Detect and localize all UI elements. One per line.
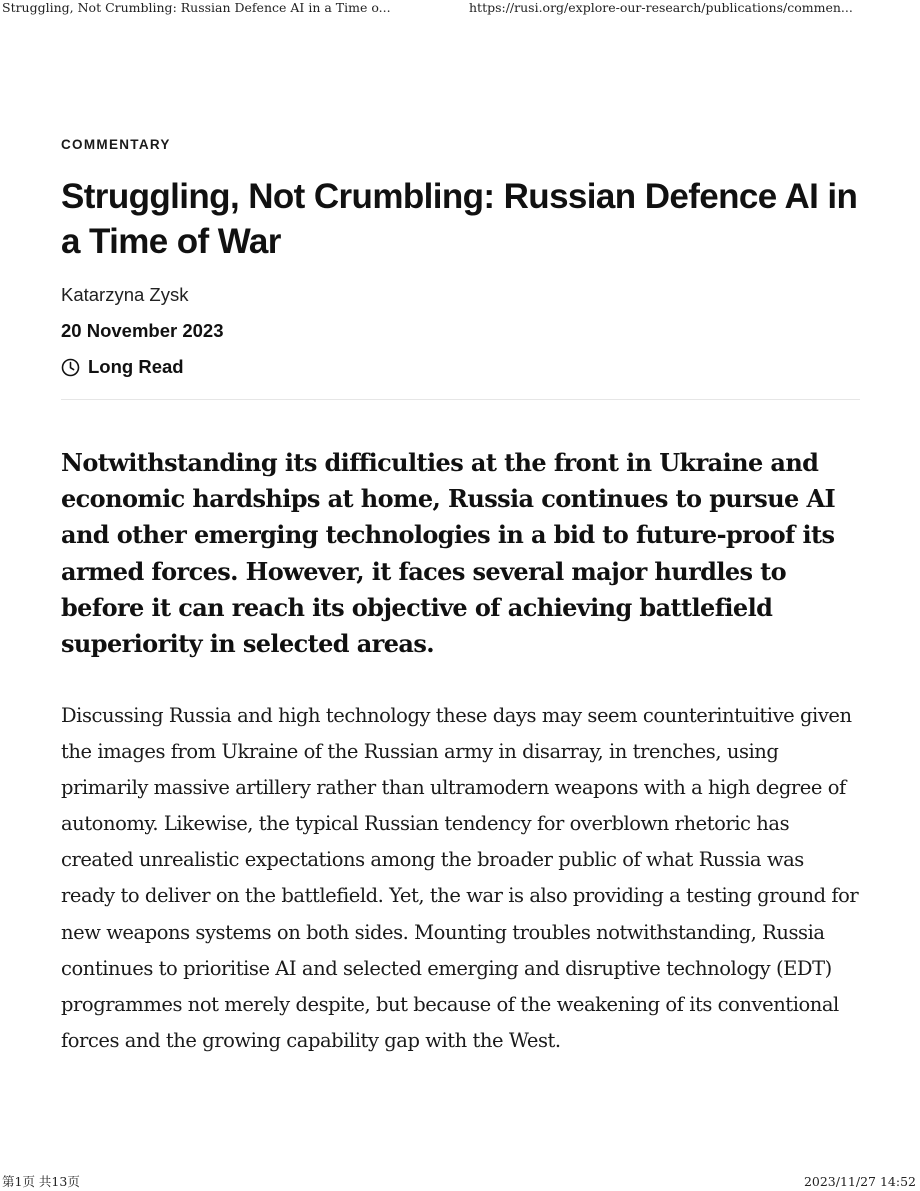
print-footer [0,1173,920,1191]
article-lead: Notwithstanding its difficulties at the front in Ukraine and economic hardships at home, Russia continues to pursue AI and other emerging technologies in a bid to future-proof its armed forces. However, it faces several major hurdles to before it can reach its objective of achieving battlefield superiority in selected areas. [61,448,836,659]
print-header-title: Struggling, Not Crumbling: Russian Defence AI in a Time o... [2,0,391,15]
article-body-paragraph: Discussing Russia and high technology these days may seem counterintuitive given the images from Ukraine of the Russian army in disarray, in trenches, using primarily massive artillery rather than ultramodern weapons with a high degree of autonomy. Likewise, the typical Russian tendency for overblown rhetoric has created unrealistic expectations among the broader public of what Russia was ready to deliver on the battlefield. Yet, the war is also providing a testing ground for new weapons systems on both sides. Mounting troubles notwithstanding, Russia continues to prioritise AI and selected emerging and disruptive technology (EDT) programmes not merely despite, but because of the weakening of its conventional forces and the growing capability gap with the West. [61,704,859,1052]
article-date: 20 November 2023 [61,320,224,341]
page-counter: 第1页 共13页 [2,1174,80,1189]
article-title: Struggling, Not Crumbling: Russian Defence AI in a Time of War [61,177,858,261]
print-timestamp: 2023/11/27 14:52 [803,1174,916,1189]
read-type-label: Long Read [88,356,184,377]
clock-icon [61,358,80,377]
print-header [0,0,920,16]
article-category[interactable]: COMMENTARY [61,137,171,152]
article-author[interactable]: Katarzyna Zysk [61,284,189,305]
read-type [61,356,184,378]
print-header-url[interactable]: https://rusi.org/explore-our-research/publications/commen... [469,0,853,15]
header-divider [61,399,860,400]
